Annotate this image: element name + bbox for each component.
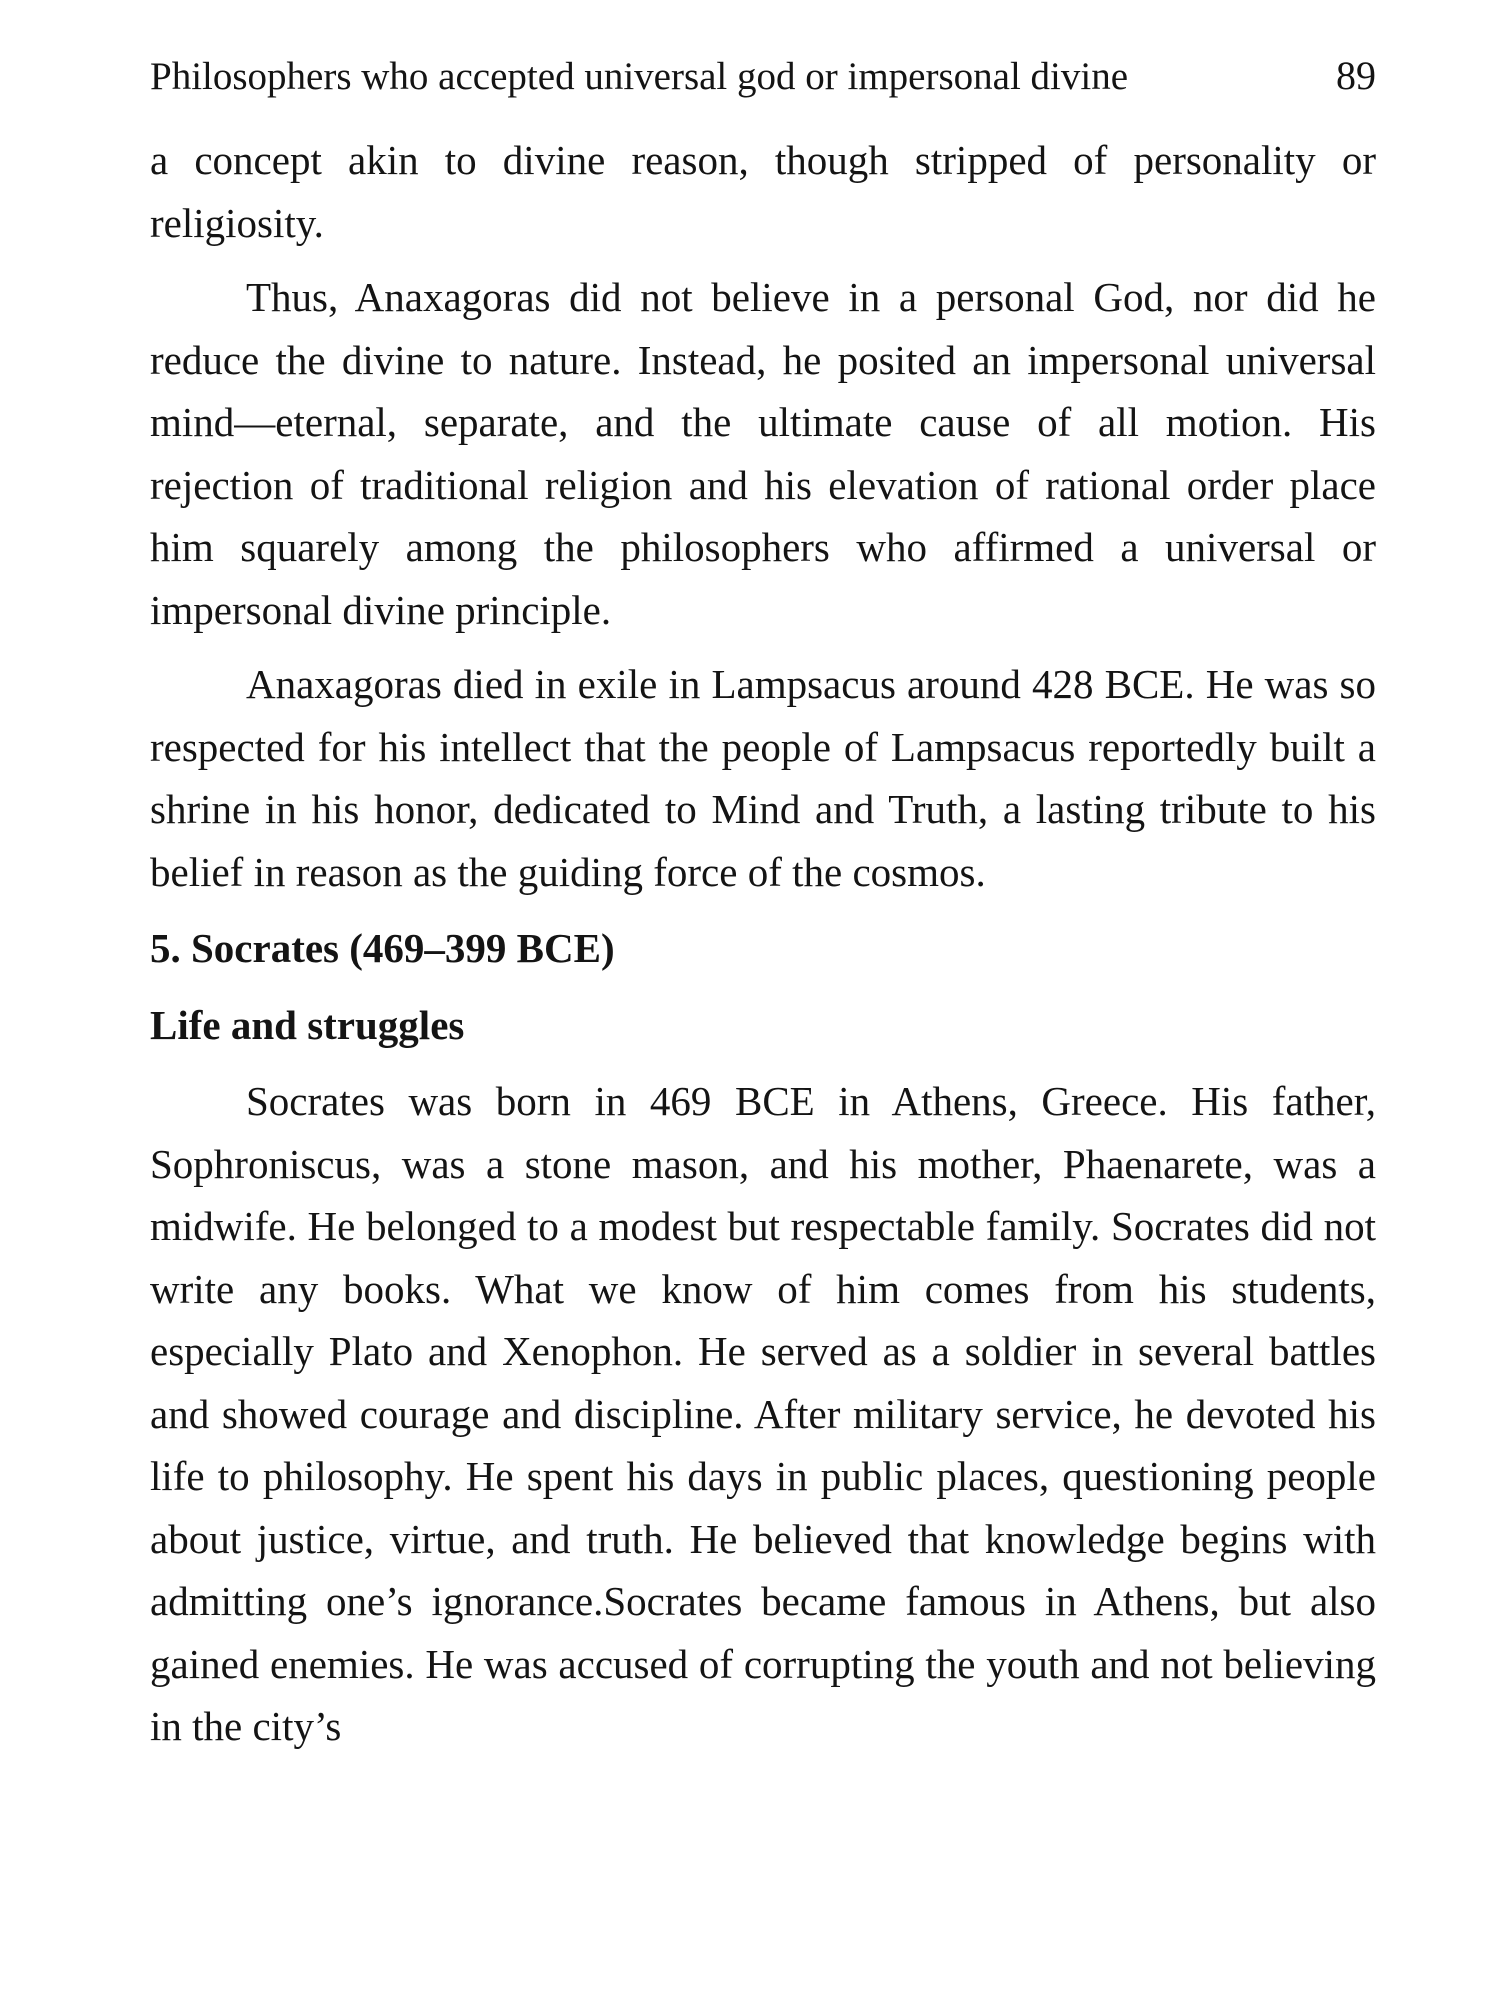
running-title: Philosophers who accepted universal god or impersonal divine [150, 55, 1129, 98]
paragraph-continuation: a concept akin to divine reason, though stripped of personality or religiosity. [150, 137, 1376, 246]
section-heading: 5. Socrates (469–399 BCE) [150, 925, 615, 971]
page-number: 89 [1336, 53, 1376, 98]
subsection-heading: Life and struggles [150, 1001, 465, 1048]
book-page [150, 50, 1376, 1770]
paragraph-anaxagoras-death: Anaxagoras died in exile in Lampsacus around 428 BCE. He was so respected for his intellect that the people of Lampsacus reportedly built a shrine in his honor, dedicated to Mind and Truth, a lasting tribute to his belief in reason as the guiding force of the cosmos. [150, 661, 1376, 895]
paragraph-socrates-life: Socrates was born in 469 BCE in Athens, Greece. His father, Sophroniscus, was a stone mason, and his mother, Phaenarete, was a midwife. He belonged to a modest but respectable family. Socrates did not write any books. What we know of him comes from his students, especially Plato and Xenophon. He served as a soldier in several battles and showed courage and discipline. After military service, he devoted his life to philosophy. He spent his days in public places, questioning people about justice, virtue, and truth. He believed that knowledge begins with admitting one’s ignorance.Socrates became famous in Athens, but also gained enemies. He was accused of corrupting the youth and not believing in the city’s [150, 1078, 1376, 1749]
paragraph-anaxagoras-summary: Thus, Anaxagoras did not believe in a personal God, nor did he reduce the divine to nature. Instead, he posited an impersonal universal mind—eternal, separate, and the ultimate cause of all motion. His rejection of traditional religion and his elevation of rational order place him squarely among the philosophers who affirmed a universal or impersonal divine principle. [150, 274, 1376, 633]
running-head [150, 50, 1376, 103]
